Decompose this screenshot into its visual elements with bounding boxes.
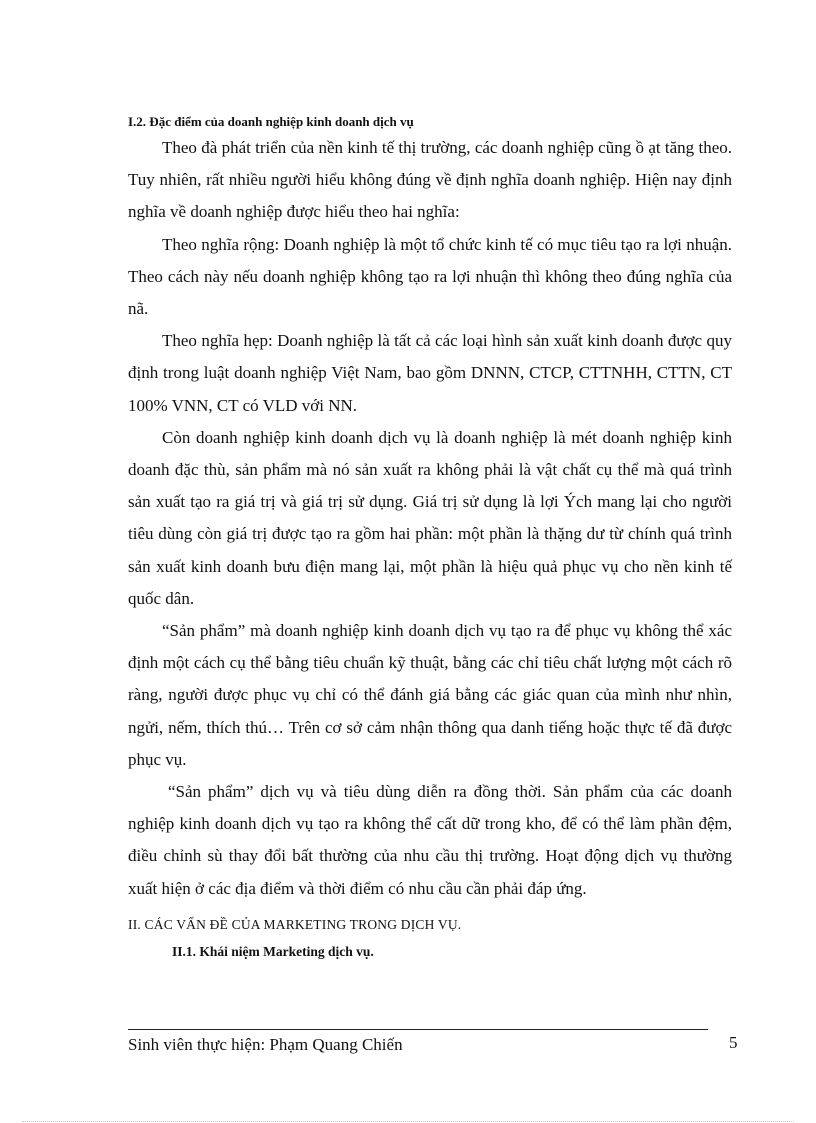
page-bottom-dotted-border <box>22 1121 794 1122</box>
footer-author: Sinh viên thực hiện: Phạm Quang Chiến <box>128 1035 403 1054</box>
page-body <box>128 112 732 965</box>
section-heading: I.2. Đặc điểm của doanh nghiệp kinh doanh dịch vụ <box>128 114 414 129</box>
paragraph-broad-definition: Theo nghĩa rộng: Doanh nghiệp là một tổ chức kinh tế có mục tiêu tạo ra lợi nhuận. Theo cách này nếu doanh nghiệp không tạo ra lợi nhuận thì không theo đúng nghĩa của nã. <box>128 234 732 319</box>
paragraph-service-enterprise: Còn doanh nghiệp kinh doanh dịch vụ là doanh nghiệp là mét doanh nghiệp kinh doanh đặc thù, sản phẩm mà nó sản xuất ra không phải là vật chất cụ thể mà quá trình sản xuất tạo ra giá trị và giá trị sử dụng. Giá trị sử dụng là lợi Ých mang lại cho người tiêu dùng còn giá trị được tạo ra gồm hai phần: một phần là thặng dư từ chính quá trình sản xuất kinh doanh bưu điện mang lại, một phần là hiệu quả phục vụ cho nền kinh tế quốc dân. <box>128 427 732 608</box>
footer-divider <box>128 1029 708 1030</box>
page-number: 5 <box>729 1033 738 1052</box>
paragraph-narrow-definition: Theo nghĩa hẹp: Doanh nghiệp là tất cả các loại hình sản xuất kinh doanh được quy định trong luật doanh nghiệp Việt Nam, bao gồm DNNN, CTCP, CTTNHH, CTTN, CT 100% VNN, CT có VLD với NN. <box>128 331 732 415</box>
paragraph-intro: Theo đà phát triển của nền kinh tế thị trường, các doanh nghiệp cũng ồ ạt tăng theo. Tuy nhiên, rất nhiều người hiểu không đúng về định nghĩa doanh nghiệp. Hiện nay định nghĩa về doanh nghiệp được hiểu theo hai nghĩa: <box>128 138 732 222</box>
subsection-heading: II.1. Khái niệm Marketing dịch vụ. <box>172 943 374 959</box>
paragraph-service-product: “Sản phẩm” mà doanh nghiệp kinh doanh dịch vụ tạo ra để phục vụ không thể xác định một cách cụ thể bằng tiêu chuẩn kỹ thuật, bằng các chỉ tiêu chất lượng một cách rõ ràng, người được phục vụ chỉ có thể đánh giá bằng các giác quan của mình như nhìn, ngửi, nếm, thích thú… Trên cơ sở cảm nhận thông qua danh tiếng hoặc thực tế đã được phục vụ. <box>128 621 732 769</box>
chapter-heading: II. CÁC VẤN ĐỀ CỦA MARKETING TRONG DỊCH VỤ. <box>128 916 462 932</box>
paragraph-simultaneous-consumption: “Sản phẩm” dịch vụ và tiêu dùng diễn ra đồng thời. Sản phẩm của các doanh nghiệp kinh doanh dịch vụ tạo ra không thể cất dữ trong kho, để có thể làm phần đệm, điều chỉnh sù thay đổi bất thường của nhu cầu thị trường. Hoạt động dịch vụ thường xuất hiện ở các địa điểm và thời điểm có nhu cầu cần phải đáp ứng. <box>128 782 732 898</box>
